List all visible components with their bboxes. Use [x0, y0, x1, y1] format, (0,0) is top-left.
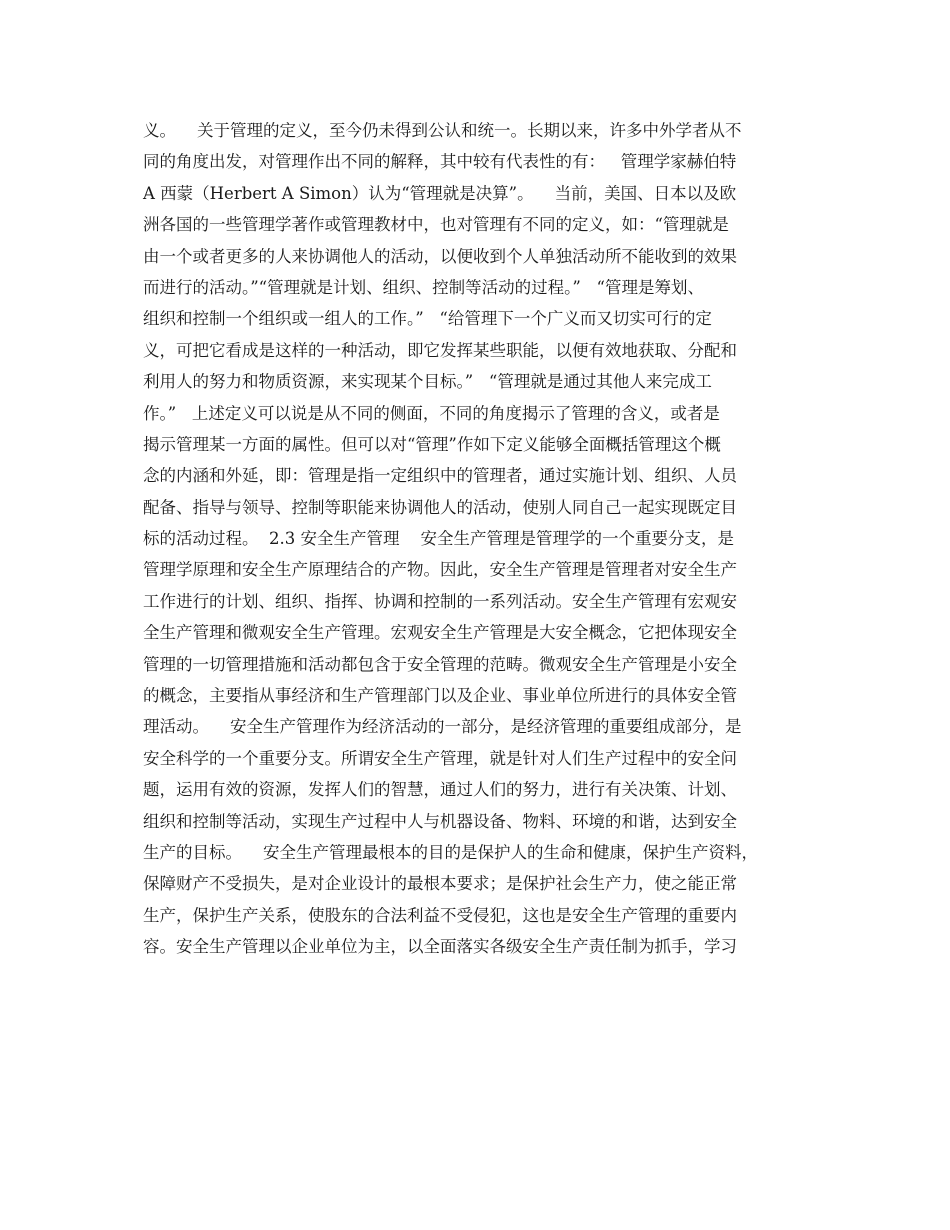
text-line: 洲各国的一些管理学著作或管理教材中，也对管理有不同的定义，如：“管理就是 [143, 215, 729, 235]
text-line: 念的内涵和外延，即：管理是指一定组织中的管理者，通过实施计划、组织、人员 [143, 466, 737, 486]
text-line: 同的角度出发，对管理作出不同的解释，其中较有代表性的有： 管理学家赫伯特 [143, 152, 737, 172]
text-line: 生产，保护生产关系，使股东的合法利益不受侵犯，这也是安全生产管理的重要内 [143, 905, 737, 925]
text-line: 的概念，主要指从事经济和生产管理部门以及企业、事业单位所进行的具体安全管 [143, 686, 737, 706]
text-line: 工作进行的计划、组织、指挥、协调和控制的一系列活动。安全生产管理有宏观安 [143, 591, 737, 611]
text-line: 由一个或者更多的人来协调他人的活动，以便收到个人单独活动所不能收到的效果 [143, 246, 737, 266]
text-line: 揭示管理某一方面的属性。但可以对“管理”作如下定义能够全面概括管理这个概 [143, 434, 721, 454]
text-line: 生产的目标。 安全生产管理最根本的目的是保护人的生命和健康，保护生产资料， [143, 842, 758, 862]
text-line: 管理的一切管理措施和活动都包含于安全管理的范畴。微观安全生产管理是小安全 [143, 654, 737, 674]
text-line: 利用人的努力和物质资源，来实现某个目标。” “管理就是通过其他人来完成工 [143, 372, 712, 392]
text-line: 标的活动过程。 2.3 安全生产管理 安全生产管理是管理学的一个重要分支，是 [143, 529, 734, 549]
text-line: 理活动。 安全生产管理作为经济活动的一部分，是经济管理的重要组成部分，是 [143, 717, 742, 737]
text-line: 容。安全生产管理以企业单位为主，以全面落实各级安全生产责任制为抓手，学习 [143, 937, 737, 957]
text-line: 而进行的活动。”“管理就是计划、组织、控制等活动的过程。” “管理是筹划、 [143, 277, 704, 297]
text-line: 题，运用有效的资源，发挥人们的智慧，通过人们的努力，进行有关决策、计划、 [143, 780, 737, 800]
text-line: 安全科学的一个重要分支。所谓安全生产管理，就是针对人们生产过程中的安全问 [143, 748, 737, 768]
text-line: 义，可把它看成是这样的一种活动，即它发挥某些职能，以便有效地获取、分配和 [143, 340, 737, 360]
text-line: 义。 关于管理的定义，至今仍未得到公认和统一。长期以来，许多中外学者从不 [143, 121, 742, 140]
text-line: 组织和控制一个组织或一组人的工作。” “给管理下一个广义而又切实可行的定 [143, 309, 712, 329]
text-line: 全生产管理和微观安全生产管理。宏观安全生产管理是大安全概念，它把体现安全 [143, 623, 737, 643]
text-line: 配备、指导与领导、控制等职能来协调他人的活动，使别人同自己一起实现既定目 [143, 497, 737, 517]
document-body [143, 115, 833, 963]
text-line: 保障财产不受损失，是对企业设计的最根本要求；是保护社会生产力，使之能正常 [143, 874, 737, 894]
text-line: 组织和控制等活动，实现生产过程中人与机器设备、物料、环境的和谐，达到安全 [143, 811, 737, 831]
text-line: 管理学原理和安全生产原理结合的产物。因此，安全生产管理是管理者对安全生产 [143, 560, 737, 580]
text-line: 作。” 上述定义可以说是从不同的侧面，不同的角度揭示了管理的含义，或者是 [143, 403, 720, 423]
text-line: A 西蒙（Herbert A Simon）认为“管理就是决算”。 当前，美国、日本以及欧 [143, 183, 737, 203]
